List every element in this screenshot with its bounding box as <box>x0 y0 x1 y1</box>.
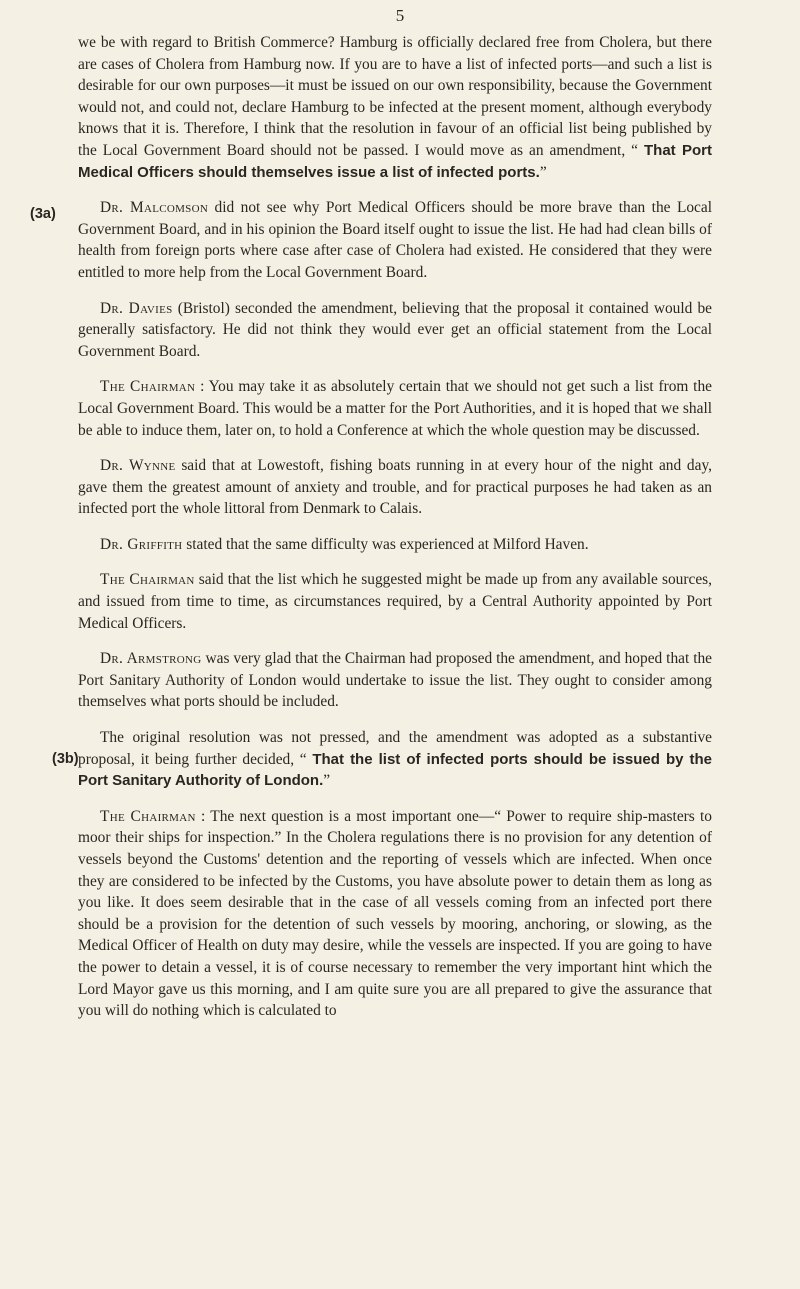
paragraph-wynne: Dr. Wynne said that at Lowestoft, fishing boats running in at every hour of the night and day, gave them the greatest amount of anxiety and trouble, and for practical purposes he had taken as an infected port the whole littoral from Denmark to Calais. <box>78 457 712 518</box>
speaker-name: The Chairman <box>100 378 196 396</box>
speaker-name: Dr. Wynne <box>100 457 176 475</box>
paragraph-continuation: (3a) we be with regard to British Commerce? Hamburg is officially declared free from Cholera, but there are cases of Cholera from Hamburg now. If you are to have a list of infected ports—and such a list is desirable for our own purposes—it must be issued on our own responsibility, because the Government would not, and could not, declare Hamburg to be infected at the present moment, although everybody knows that it is. Therefore, I think that the resolution in favour of an official list being published by the Local Government Board should not be passed. I would move as an amendment, “ That Port Medical Officers should themselves issue a list of infected ports.” <box>78 32 712 183</box>
speaker-name: Dr. Malcomson <box>100 199 209 217</box>
paragraph-griffith: Dr. Griffith stated that the same difficulty was experienced at Milford Haven. <box>100 535 589 553</box>
paragraph-davies: Dr. Davies (Bristol) seconded the amendment, believing that the proposal it contained would be generally satisfactory. He did not think they would ever get an official statement from the Local Government Board. <box>78 299 713 360</box>
paragraph-resolution: (3b) The original resolution was not pressed, and the amendment was adopted as a substantive proposal, it being further decided, “ That the list of infected ports should be issued by the Port Sanitary Authority of London.” <box>78 727 712 792</box>
speaker-name: The Chairman <box>100 807 196 825</box>
page-body <box>30 32 713 1036</box>
margin-note-3a: (3a) <box>30 206 56 222</box>
page-number: 5 <box>395 6 405 25</box>
resolution-3b: That the list of infected ports should be issued by the Port Sanitary Authority of London. <box>78 750 712 790</box>
speaker-name: Dr. Davies <box>100 299 173 317</box>
speaker-name: The Chairman <box>100 571 195 589</box>
paragraph-malcomson: Dr. Malcomson did not see why Port Medical Officers should be more brave than the Local Government Board, and in his opinion the Board itself ought to issue the list. He had had clean bills of health from foreign ports where case after case of Cholera had existed. He considered that they were entitled to more help from the Local Government Board. <box>78 199 712 281</box>
resolution-3a: That Port Medical Officers should themselves issue a list of infected ports. <box>78 141 712 181</box>
paragraph-chairman-3: The Chairman : The next question is a most important one—“ Power to require ship-masters to moor their ships for inspection.” In the Cholera regulations there is no provision for any detention of vessels beyond the Customs' detention and the reporting of vessels which are infected. When once they are considered to be infected by the Customs, you have absolute power to detain them as long as you like. It does seem desirable that in the case of all vessels coming from an infected port there should be a provision for the detention of such vessels by mooring, anchoring, or slowing, as the Medical Officer of Health on duty may desire, while the vessels are inspected. If you are going to have the power to detain a vessel, it is of course necessary to remember the very important hint which the Lord Mayor gave us this morning, and I am quite sure you are all prepared to give the assurance that you will do nothing which is calculated to <box>78 807 712 1020</box>
margin-note-3b: (3b) <box>52 751 79 768</box>
paragraph-chairman-1: The Chairman : You may take it as absolutely certain that we should not get such a list from the Local Government Board. This would be a matter for the Port Authorities, and it is hoped that we shall be able to induce them, later on, to hold a Conference at which the whole question may be discussed. <box>78 378 712 439</box>
paragraph-armstrong: Dr. Armstrong was very glad that the Chairman had proposed the amendment, and hoped that the Port Sanitary Authority of London would undertake to issue the list. They ought to consider among themselves what ports should be included. <box>78 650 713 711</box>
speaker-name: Dr. Griffith <box>100 535 183 553</box>
paragraph-chairman-2: The Chairman said that the list which he suggested might be made up from any available sources, and issued from time to time, as circumstances required, by a Central Authority appointed by Port Medical Officers. <box>78 571 712 632</box>
speaker-name: Dr. Armstrong <box>100 650 202 668</box>
